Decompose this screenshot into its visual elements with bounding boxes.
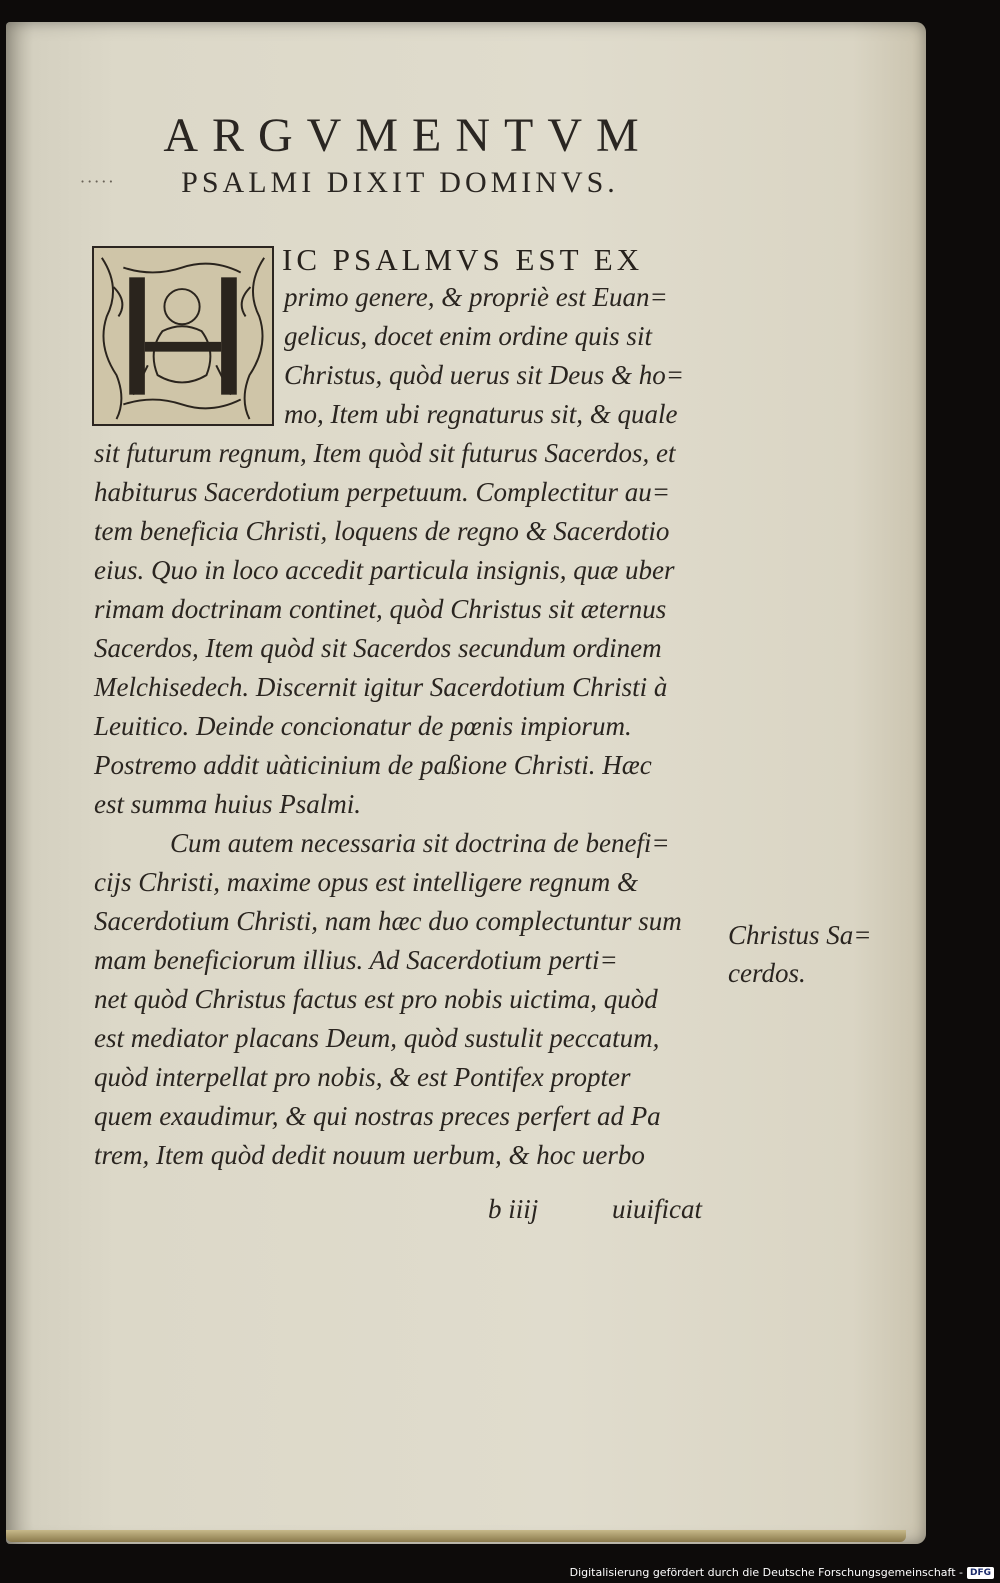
bleed-through-1 [780,300,786,327]
margin-note-line-1: Christus Sa= [728,920,872,950]
text-line: Melchisedech. Discernit igitur Sacerdotium Christi à [94,672,668,702]
ornament-dots: ····· [80,172,116,191]
text-line: est summa huius Psalmi. [94,789,362,819]
page-title: ARGVMENTVM [163,109,653,162]
lead-line: IC PSALMVS EST EX [282,242,644,277]
text-line: tem beneficia Christi, loquens de regno & Sacerdotio [94,516,670,546]
text-line: net quòd Christus factus est pro nobis uictima, quòd [94,984,658,1014]
text-line: mo, Item ubi regnaturus sit, & quale [284,399,678,429]
text-line: eius. Quo in loco accedit particula insignis, quæ uber [94,555,675,585]
text-line: Postremo addit uàticinium de paßione Christi. Hæc [94,750,652,780]
text-line: Cum autem necessaria sit doctrina de benefi= [170,828,670,858]
catchword: uiuificat [612,1194,702,1224]
text-line: gelicus, docet enim ordine quis sit [284,321,652,351]
text-line: sit futurum regnum, Item quòd sit futurus Sacerdos, et [94,438,676,468]
text-line: primo genere, & propriè est Euan= [284,282,668,312]
signature-mark: b iiij [488,1194,539,1224]
text-line: Leuitico. Deinde concionatur de pœnis impiorum. [94,711,632,741]
credit-text: Digitalisierung gefördert durch die Deutsche Forschungsgemeinschaft - [569,1566,963,1579]
text-line: rimam doctrinam continet, quòd Christus sit æternus [94,594,667,624]
text-line: Christus, quòd uerus sit Deus & ho= [284,360,685,390]
decorated-initial [92,246,274,426]
page-edge [6,1530,906,1542]
page-subtitle: PSALMI DIXIT DOMINVS. [181,166,619,199]
dfg-logo: DFG [967,1567,994,1579]
text-line: trem, Item quòd dedit nouum uerbum, & hoc uerbo [94,1140,645,1170]
text-line: habiturus Sacerdotium perpetuum. Complectitur au= [94,477,670,507]
text-line: Sacerdotium Christi, nam hæc duo complectuntur sum [94,906,682,936]
text-line: cijs Christi, maxime opus est intelligere regnum & [94,867,638,897]
margin-note-line-2: cerdos. [728,958,806,988]
text-line: mam beneficiorum illius. Ad Sacerdotium perti= [94,945,618,975]
initial-letter: H [144,275,222,395]
digitization-credit [570,1566,994,1579]
text-line: quòd interpellat pro nobis, & est Pontifex propter [94,1062,631,1092]
text-line: quem exaudimur, & qui nostras preces perfert ad Pa [94,1101,661,1131]
decorated-initial-h-icon [94,248,272,424]
text-line: Sacerdos, Item quòd sit Sacerdos secundum ordinem [94,633,662,663]
text-line: est mediator placans Deum, quòd sustulit peccatum, [94,1023,660,1053]
